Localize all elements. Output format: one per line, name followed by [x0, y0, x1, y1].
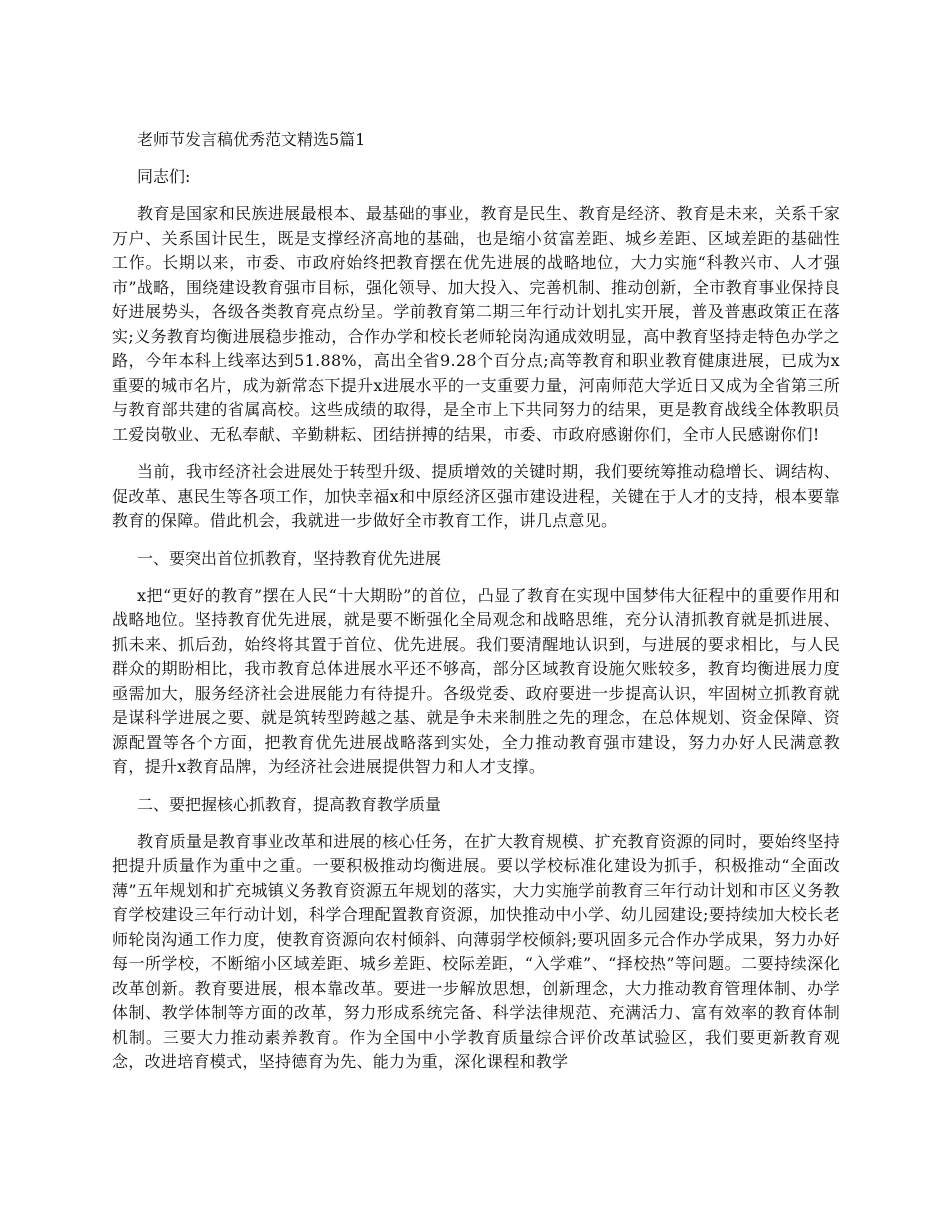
section-1-heading: 一、要突出首位抓教育，坚持教育优先进展 [137, 548, 442, 568]
section-2-body: 教育质量是教育事业改革和进展的核心任务，在扩大教育规模、扩充教育资源的同时，要始终坚持把提升质量作为重中之重。一要积极推动均衡进展。要以学校标准化建设为抓手，积极推动“全面改薄”五年规划和扩充城镇义务教育资源五年规划的落实，大力实施学前教育三年行动计划和市区义务教育学校建设三年行动计划，科学合理配置教育资源，加快推动中小学、幼儿园建设;要持续加大校长老师轮岗沟通工作力度，使教育资源向农村倾斜、向薄弱学校倾斜;要巩固多元合作办学成果，努力办好每一所学校，不断缩小区域差距、城乡差距、校际差距，“入学难”、“择校热”等问题。二要持续深化改革创新。教育要进展，根本靠改革。要进一步解放思想，创新理念，大力推动教育管理体制、办学体制、教学体制等方面的改革，努力形成系统完备、科学法律规范、充满活力、富有效率的教育体制机制。三要大力推动素养教育。作为全国中小学教育质量综合评价改革试验区，我们要更新教育观念，改进培育模式，坚持德育为先、能力为重，深化课程和教学 [112, 831, 840, 1071]
paragraph-current-situation: 当前，我市经济社会进展处于转型升级、提质增效的关键时期，我们要统筹推动稳增长、调结构、促改革、惠民生等各项工作，加快幸福x和中原经济区强市建设进程，关键在于人才的支持，根本要靠教育的保障。借此机会，我就进一步做好全市教育工作，讲几点意见。 [112, 462, 840, 530]
section-2-heading: 二、要把握核心抓教育，提高教育教学质量 [137, 794, 442, 814]
section-1-body: x把“更好的教育”摆在人民“十大期盼”的首位，凸显了教育在实现中国梦伟大征程中的重要作用和战略地位。坚持教育优先进展，就是要不断强化全局观念和战略思维，充分认清抓教育就是抓进展、抓未来、抓后劲，始终将其置于首位、优先进展。我们要清醒地认识到，与进展的要求相比，与人民群众的期盼相比，我市教育总体进展水平还不够高，部分区域教育设施欠账较多，教育均衡进展力度亟需加大，服务经济社会进展能力有待提升。各级党委、政府要进一步提高认识，牢固树立抓教育就是谋科学进展之要、就是筑转型跨越之基、就是争未来制胜之先的理念，在总体规划、资金保障、资源配置等各个方面，把教育优先进展战略落到实处，全力推动教育强市建设，努力办好人民满意教育，提升x教育品牌，为经济社会进展提供智力和人才支撑。 [112, 585, 840, 776]
document-page [112, 128, 840, 1075]
document-title: 老师节发言稿优秀范文精选5篇1 [137, 130, 366, 149]
greeting: 同志们: [137, 167, 191, 186]
paragraph-intro: 教育是国家和民族进展最根本、最基础的事业，教育是民生、教育是经济、教育是未来，关系千家万户、关系国计民生，既是支撑经济高地的基础，也是缩小贫富差距、城乡差距、区域差距的基础性工作。长期以来，市委、市政府始终把教育摆在优先进展的战略地位，大力实施“科教兴市、人才强市”战略，围绕建设教育强市目标，强化领导、加大投入、完善机制、推动创新，全市教育事业保持良好进展势头，各级各类教育亮点纷呈。学前教育第二期三年行动计划扎实开展，普及普惠政策正在落实;义务教育均衡进展稳步推动，合作办学和校长老师轮岗沟通成效明显，高中教育坚持走特色办学之路，今年本科上线率达到51.88%，高出全省9.28个百分点;高等教育和职业教育健康进展，已成为x重要的城市名片，成为新常态下提升x进展水平的一支重要力量，河南师范大学近日又成为全省第三所与教育部共建的省属高校。这些成绩的取得，是全市上下共同努力的结果，更是教育战线全体教职员工爱岗敬业、无私奉献、辛勤耕耘、团结拼搏的结果，市委、市政府感谢你们，全市人民感谢你们! [112, 204, 840, 444]
